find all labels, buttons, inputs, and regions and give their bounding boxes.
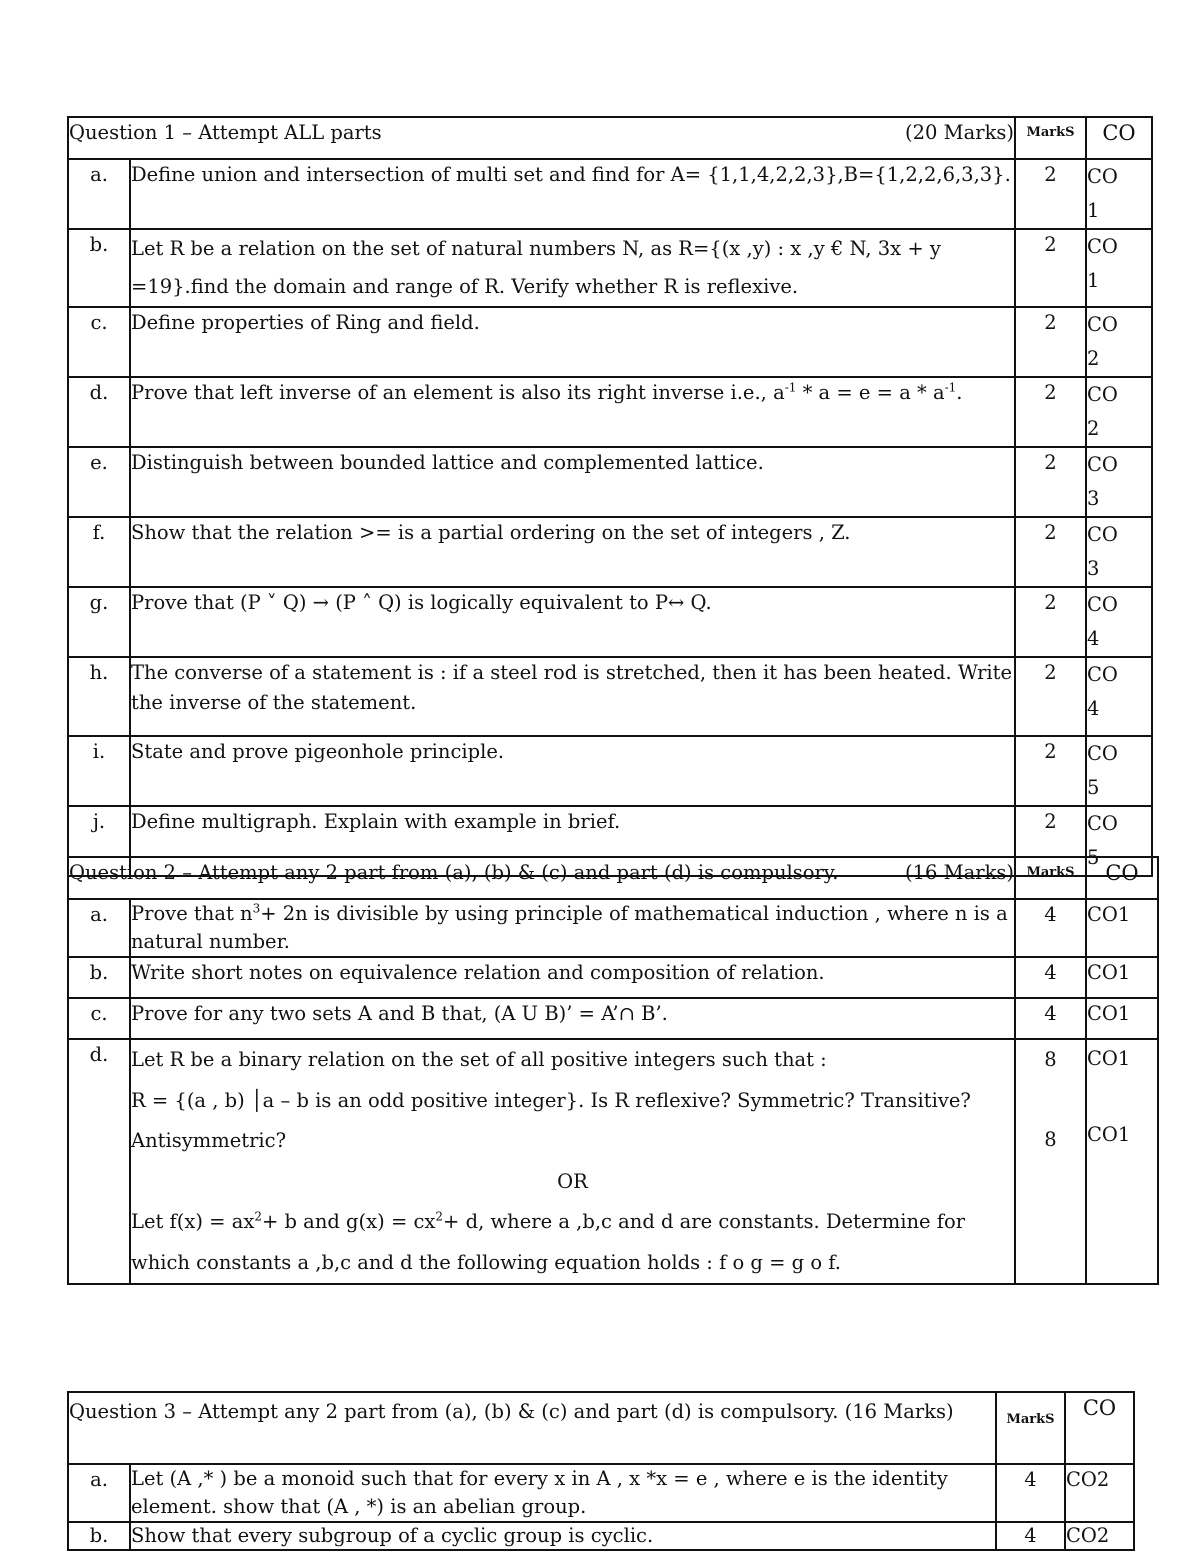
question-text: Let R be a relation on the set of natural numbers N, as R={(x ,y) : x ,y € N, 3x + y =19}.find the domain and range of R. Verify whether R is reflexive. <box>130 229 1015 307</box>
co-column-header: CO <box>1086 857 1158 899</box>
table-row <box>68 587 1152 657</box>
part-marks: 2 <box>1015 587 1086 657</box>
question-2-table <box>67 856 1159 1285</box>
question-text: The converse of a statement is : if a steel rod is stretched, then it has been heated. Write the inverse of the statement. <box>130 657 1015 736</box>
part-marks: 2 <box>1015 517 1086 587</box>
question-3-title: Question 3 – Attempt any 2 part from (a), (b) & (c) and part (d) is compulsory. (16 Marks) <box>68 1392 996 1464</box>
part-marks: 4 <box>1015 998 1086 1039</box>
part-label: i. <box>68 736 130 806</box>
course-outcome: CO 2 <box>1087 313 1118 370</box>
part-marks: 4 <box>1015 957 1086 998</box>
or-separator: OR <box>557 1169 588 1193</box>
part-marks: 4 <box>1015 899 1086 957</box>
marks-column-header: MarkS <box>1015 117 1086 159</box>
table-row <box>68 229 1152 307</box>
part-label: a. <box>68 159 130 229</box>
question-text: State and prove pigeonhole principle. <box>130 736 1015 806</box>
question-text: Show that the relation >= is a partial ordering on the set of integers , Z. <box>130 517 1015 587</box>
question-text: Distinguish between bounded lattice and complemented lattice. <box>130 447 1015 517</box>
course-outcome: CO1 <box>1087 1047 1131 1070</box>
course-outcome: CO 1 <box>1087 235 1118 292</box>
table-row <box>68 1464 1134 1522</box>
question-text: Prove that left inverse of an element is also its right inverse i.e., $a^{-1} * a = e = a * a^{-1}$. <box>130 377 1015 447</box>
table-row <box>68 159 1152 229</box>
course-outcome: CO 1 <box>1087 165 1118 222</box>
question-1-title: Question 1 – Attempt ALL parts <box>69 121 382 144</box>
question-text <box>130 1039 1015 1284</box>
table-row <box>68 957 1158 998</box>
question-line: R = {(a , b) │a – b is an odd positive integer}. Is R reflexive? Symmetric? Transitive? <box>131 1088 971 1112</box>
question-2-total-marks: (16 Marks) <box>905 861 1014 884</box>
course-outcome: CO1 <box>1086 899 1158 957</box>
part-label: d. <box>68 377 130 447</box>
part-marks: 2 <box>1015 447 1086 517</box>
table-row <box>68 657 1152 736</box>
course-outcome: CO 3 <box>1087 453 1118 510</box>
question-2-header <box>68 857 1015 899</box>
question-text: Define multigraph. Explain with example in brief. <box>130 806 1015 876</box>
part-label: j. <box>68 806 130 876</box>
question-text: Define union and intersection of multi set and find for A= {1,1,4,2,2,3},B={1,2,2,6,3,3}. <box>130 159 1015 229</box>
part-marks: 4 <box>996 1522 1065 1550</box>
question-text: Write short notes on equivalence relation and composition of relation. <box>130 957 1015 998</box>
part-marks: 2 <box>1015 806 1086 876</box>
table-row <box>68 447 1152 517</box>
question-1-header <box>68 117 1015 159</box>
table-row <box>68 736 1152 806</box>
part-label: b. <box>68 229 130 307</box>
part-marks: 2 <box>1015 307 1086 377</box>
part-label: h. <box>68 657 130 736</box>
table-row <box>68 998 1158 1039</box>
part-marks: 8 <box>1044 1128 1057 1151</box>
question-text: Define properties of Ring and field. <box>130 307 1015 377</box>
question-line: Antisymmetric? <box>131 1129 287 1152</box>
course-outcome: CO 5 <box>1087 812 1118 869</box>
table-row <box>68 1522 1134 1550</box>
course-outcome: CO 2 <box>1087 383 1118 440</box>
course-outcome: CO 3 <box>1087 523 1118 580</box>
table-row <box>68 899 1158 957</box>
part-label: e. <box>68 447 130 517</box>
question-text: Prove that (P ˅ Q) → (P ˄ Q) is logically equivalent to P↔ Q. <box>130 587 1015 657</box>
part-label: b. <box>68 1522 130 1550</box>
question-text: Let (A ,* ) be a monoid such that for every x in A , x *x = e , where e is the identity element. show that (A , *) is an abelian group. <box>130 1464 996 1522</box>
question-text: Show that every subgroup of a cyclic group is cyclic. <box>130 1522 996 1550</box>
course-outcome: CO2 <box>1065 1522 1134 1550</box>
part-marks: 2 <box>1015 229 1086 307</box>
course-outcome: CO1 <box>1086 957 1158 998</box>
course-outcome: CO2 <box>1065 1464 1134 1522</box>
part-label: f. <box>68 517 130 587</box>
marks-column-header: MarkS <box>1015 857 1086 899</box>
table-row <box>68 377 1152 447</box>
question-2-title: Question 2 – Attempt any 2 part from (a), (b) & (c) and part (d) is compulsory. <box>69 861 839 884</box>
question-text: Prove that $n^3+ 2n$ is divisible by using principle of mathematical induction , where n is a natural number. <box>130 899 1015 957</box>
co-column-header: CO <box>1086 117 1152 159</box>
question-line: which constants a ,b,c and d the following equation holds : f o g = g o f. <box>131 1250 841 1274</box>
question-1-total-marks: (20 Marks) <box>905 121 1015 144</box>
course-outcome: CO 5 <box>1087 742 1118 799</box>
table-row <box>68 517 1152 587</box>
table-row <box>68 1039 1158 1284</box>
marks-column-header: MarkS <box>996 1392 1065 1464</box>
question-line: Let $f(x) = ax^2+ b$ and $g(x) = cx^2+ d$, where a ,b,c and d are constants. Determine for <box>131 1209 966 1233</box>
part-marks: 2 <box>1015 736 1086 806</box>
part-label: c. <box>68 307 130 377</box>
part-label: a. <box>68 1464 130 1522</box>
part-label: a. <box>68 899 130 957</box>
part-marks: 2 <box>1015 377 1086 447</box>
question-text: Prove for any two sets A and B that, (A U B)’ = A’∩ B’. <box>130 998 1015 1039</box>
question-3-table <box>67 1391 1135 1551</box>
course-outcome: CO1 <box>1087 1123 1131 1146</box>
part-marks: 2 <box>1015 657 1086 736</box>
question-line: Let R be a binary relation on the set of all positive integers such that : <box>131 1048 827 1071</box>
part-marks: 4 <box>996 1464 1065 1522</box>
co-column-header: CO <box>1065 1392 1134 1464</box>
course-outcome: CO 4 <box>1087 663 1118 720</box>
part-marks: 2 <box>1015 159 1086 229</box>
part-label: c. <box>68 998 130 1039</box>
question-1-table <box>67 116 1153 877</box>
course-outcome: CO 4 <box>1087 593 1118 650</box>
part-label: b. <box>68 957 130 998</box>
part-label: d. <box>68 1039 130 1284</box>
table-row <box>68 307 1152 377</box>
part-marks: 8 <box>1044 1048 1057 1071</box>
course-outcome: CO1 <box>1086 998 1158 1039</box>
part-label: g. <box>68 587 130 657</box>
